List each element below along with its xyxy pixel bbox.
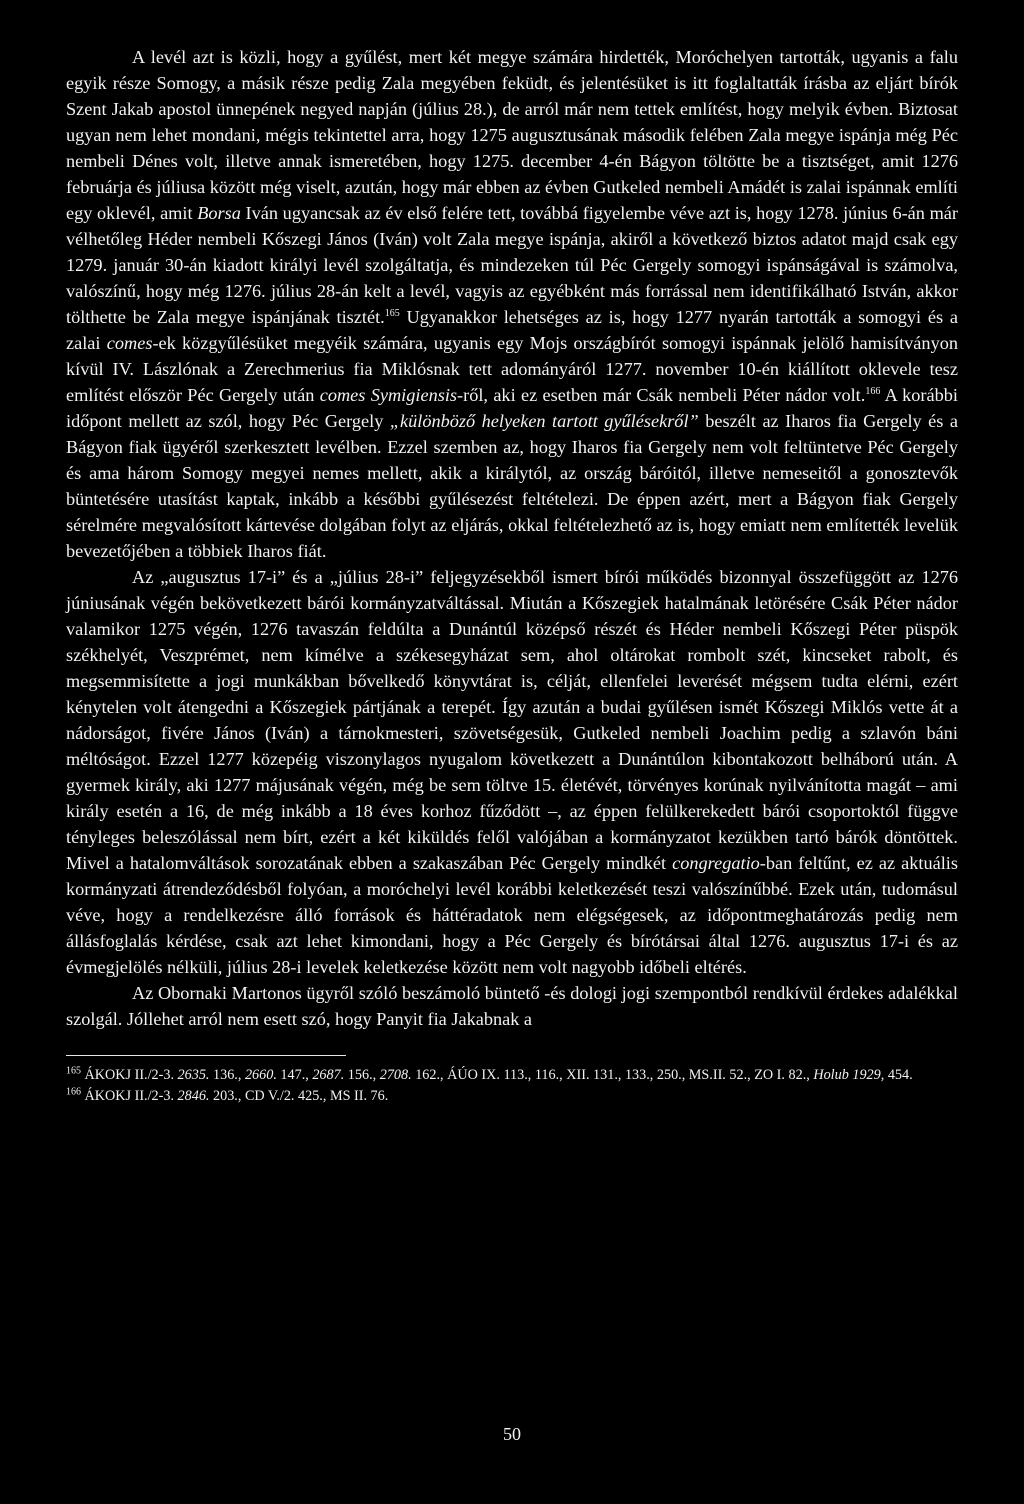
paragraph: [66, 980, 958, 1032]
paragraph: [66, 44, 958, 564]
italic-text: 2708.: [379, 1067, 412, 1083]
italic-text: Borsa: [197, 203, 241, 223]
body-text: [66, 44, 958, 1032]
text-run: 136.,: [209, 1067, 245, 1083]
paragraph: [66, 564, 958, 980]
footnote-ref: 166: [865, 385, 881, 397]
text-run: 162., ÁÚO IX. 113., 116., XII. 131., 133., 250., MS.II. 52., ZO I. 82.,: [411, 1067, 814, 1083]
text-run: A levél azt is közli, hogy a gyűlést, mert két megye számára hirdették, Moróchelyen tartották, ugyanis a falu egyik része Somogy, a másik része pedig Zala megyében feküdt, és jelentésüket is itt foglaltatták írásba az eljárt bírók Szent Jakab apostol ünnepének negyed napján (július 28.), de arról már nem tettek említést, hogy melyik évben. Biztosat ugyan nem lehet mondani, mégis tekintettel arra, hogy 1275 augusztusának második felében Zala megye ispánja még Péc nembeli Dénes volt, illetve annak ismeretében, hogy 1275. december 4-én Bágyon töltötte be a tisztséget, amit 1276 februárja és júliusa között még viselt, azután, hogy már ebben az évben Gutkeled nembeli Amádét is zalai ispánnak említi egy oklevél, amit: [66, 47, 958, 223]
italic-text: „különböző helyeken tartott gyűlésekről”: [389, 411, 699, 431]
footnote-ref: 165: [66, 1065, 81, 1077]
italic-text: comes: [106, 333, 153, 353]
text-run: 203., CD V./2. 425., MS II. 76.: [209, 1088, 389, 1104]
text-run: beszélt az Iharos fia Gergely és a Bágyon fiak ügyéről szerkesztett levélben. Ezzel szemben az, hogy Iharos fia Gergely nem volt feltüntetve Péc Gergely és ama három Somogy megyei nemes mellett, akik a királytól, az ország báróitól, illetve nemeseitől a gonosztevők büntetésére utasítást kaptak, inkább a későbbi gyűlésezést feltételezi. De éppen azért, mert a Bágyon fiak Gergely sérelmére megvalósított kártevése dolgában folyt az eljárás, okkal feltételezhető az is, hogy emiatt nem említették levelük bevezetőjében a többiek Iharos fiát.: [66, 411, 958, 561]
italic-text: 2635.: [177, 1067, 210, 1083]
text-run: 156.,: [344, 1067, 380, 1083]
page-number: 50: [503, 1424, 521, 1444]
text-run: ÁKOKJ II./2-3.: [81, 1088, 178, 1104]
text-run: ÁKOKJ II./2-3.: [81, 1067, 178, 1083]
text-run: A korábbi időpont mellett az szól, hogy Péc Gergely: [66, 385, 958, 431]
text-run: Ugyanakkor lehetséges az is, hogy 1277 nyarán tartották a somogyi és a zalai: [66, 307, 959, 353]
text-run: Iván ugyancsak az év első felére tett, továbbá figyelembe véve azt is, hogy 1278. június 6-án már vélhetőleg Héder nembeli Kőszegi János (Iván) volt Zala megye ispánja, akiről a következő biztos adatot majd csak egy 1279. január 30-án kiadott királyi levél szolgáltatja, és mindezeken túl Péc Gergely somogyi ispánságával is számolva, valószínű, hogy még 1276. július 28-án kelt a levél, vagyis az egyébként más forrással nem identifikálható István, akkor tölthette be Zala megye ispánjának tisztét.: [66, 203, 958, 327]
text-run: 147.,: [276, 1067, 313, 1083]
text-run: Az „augusztus 17-i” és a „július 28-i” feljegyzésekből ismert bírói működés bizonnyal összefüggött az 1276 júniusának végén bekövetkezett bárói kormányzatváltással. Miután a Kőszegiek hatalmának letörésére Csák Péter nádor valamikor 1275 végén, 1276 tavaszán feldúlta a Dunántúl középső részét és Héder nembeli Kőszegi Péter püspök székhelyét, Veszprémet, nem kímélve a székesegyházat sem, ahol oltárokat rombolt szét, kincseket rabolt, és megsemmisítette a jogi munkákban bővelkedő könyvtárat is, célját, ellenfelei leverését mégsem tudta elérni, ezért kénytelen volt átengedni a Kőszegiek pártjának a terepét. Így azután a budai gyűlésen ismét Kőszegi Miklós vette át a nádorságot, fivére János (Iván) a tárnokmesteri, szövetségesük, Gutkeled nembeli Joachim pedig a szlavón báni méltóságot. Ezzel 1277 közepéig viszonylagos nyugalom következett a Dunántúlon kibontakozott belháború után. A gyermek király, aki 1277 májusának végén, még be sem töltve 15. életévét, törvényes korúnak nyilvánította magát – ami király esetén a 16, de még inkább a 18 éves korhoz fűződött –, az éppen felülkerekedett bárói csoportoktól függve tényleges beleszólással nem bírt, ezért a két kiküldés felől valójában a kormányzatot kezükben tartó bárók döntöttek. Mivel a hatalomváltások sorozatának ebben a szakaszában Péc Gergely mindkét: [66, 567, 958, 873]
text-run: -ban feltűnt, ez az aktuális kormányzati átrendeződésből folyóan, a moróchelyi levél korábbi keletkezését teszi valószínűbbé. Ezek után, tudomásul véve, hogy a rendelkezésre álló források és háttéradatok nem elégségesek, az időpontmeghatározás pedig nem állásfoglalás kérdése, csak azt lehet kimondani, hogy a Péc Gergely és bírótársai által 1276. augusztus 17-i és az évmegjelölés nélküli, július 28-i levelek keletkezése között nem volt nagyobb időbeli eltérés.: [66, 853, 958, 977]
italic-text: 2846.: [177, 1088, 210, 1104]
italic-text: 2687.: [312, 1067, 345, 1083]
italic-text: congregatio: [672, 853, 760, 873]
footnote-ref: 165: [384, 307, 400, 319]
text-run: 454.: [884, 1067, 913, 1083]
footnote: [66, 1087, 958, 1106]
footnote-separator: [66, 1055, 346, 1056]
text-run: -ről, aki ez esetben már Csák nembeli Péter nádor volt.: [457, 385, 866, 405]
italic-text: 2660.: [244, 1067, 277, 1083]
text-run: -ek közgyűlésüket megyéik számára, ugyanis egy Mojs országbírót somogyi ispánnak jelölő hamisítványon kívül IV. Lászlónak a Zerechmerius fia Miklósnak tett adományáról 1277. november 10-én kiállított oklevele tesz említést először Péc Gergely után: [66, 333, 958, 405]
footnote: [66, 1066, 958, 1085]
footnotes: [66, 1066, 958, 1106]
footnote-ref: 166: [66, 1086, 81, 1098]
text-run: Az Obornaki Martonos ügyről szóló beszámoló büntető -és dologi jogi szempontból rendkívül érdekes adalékkal szolgál. Jóllehet arról nem esett szó, hogy Panyit fia Jakabnak a: [66, 983, 958, 1029]
italic-text: comes Symigiensis: [319, 385, 458, 405]
italic-text: Holub 1929,: [813, 1067, 885, 1083]
